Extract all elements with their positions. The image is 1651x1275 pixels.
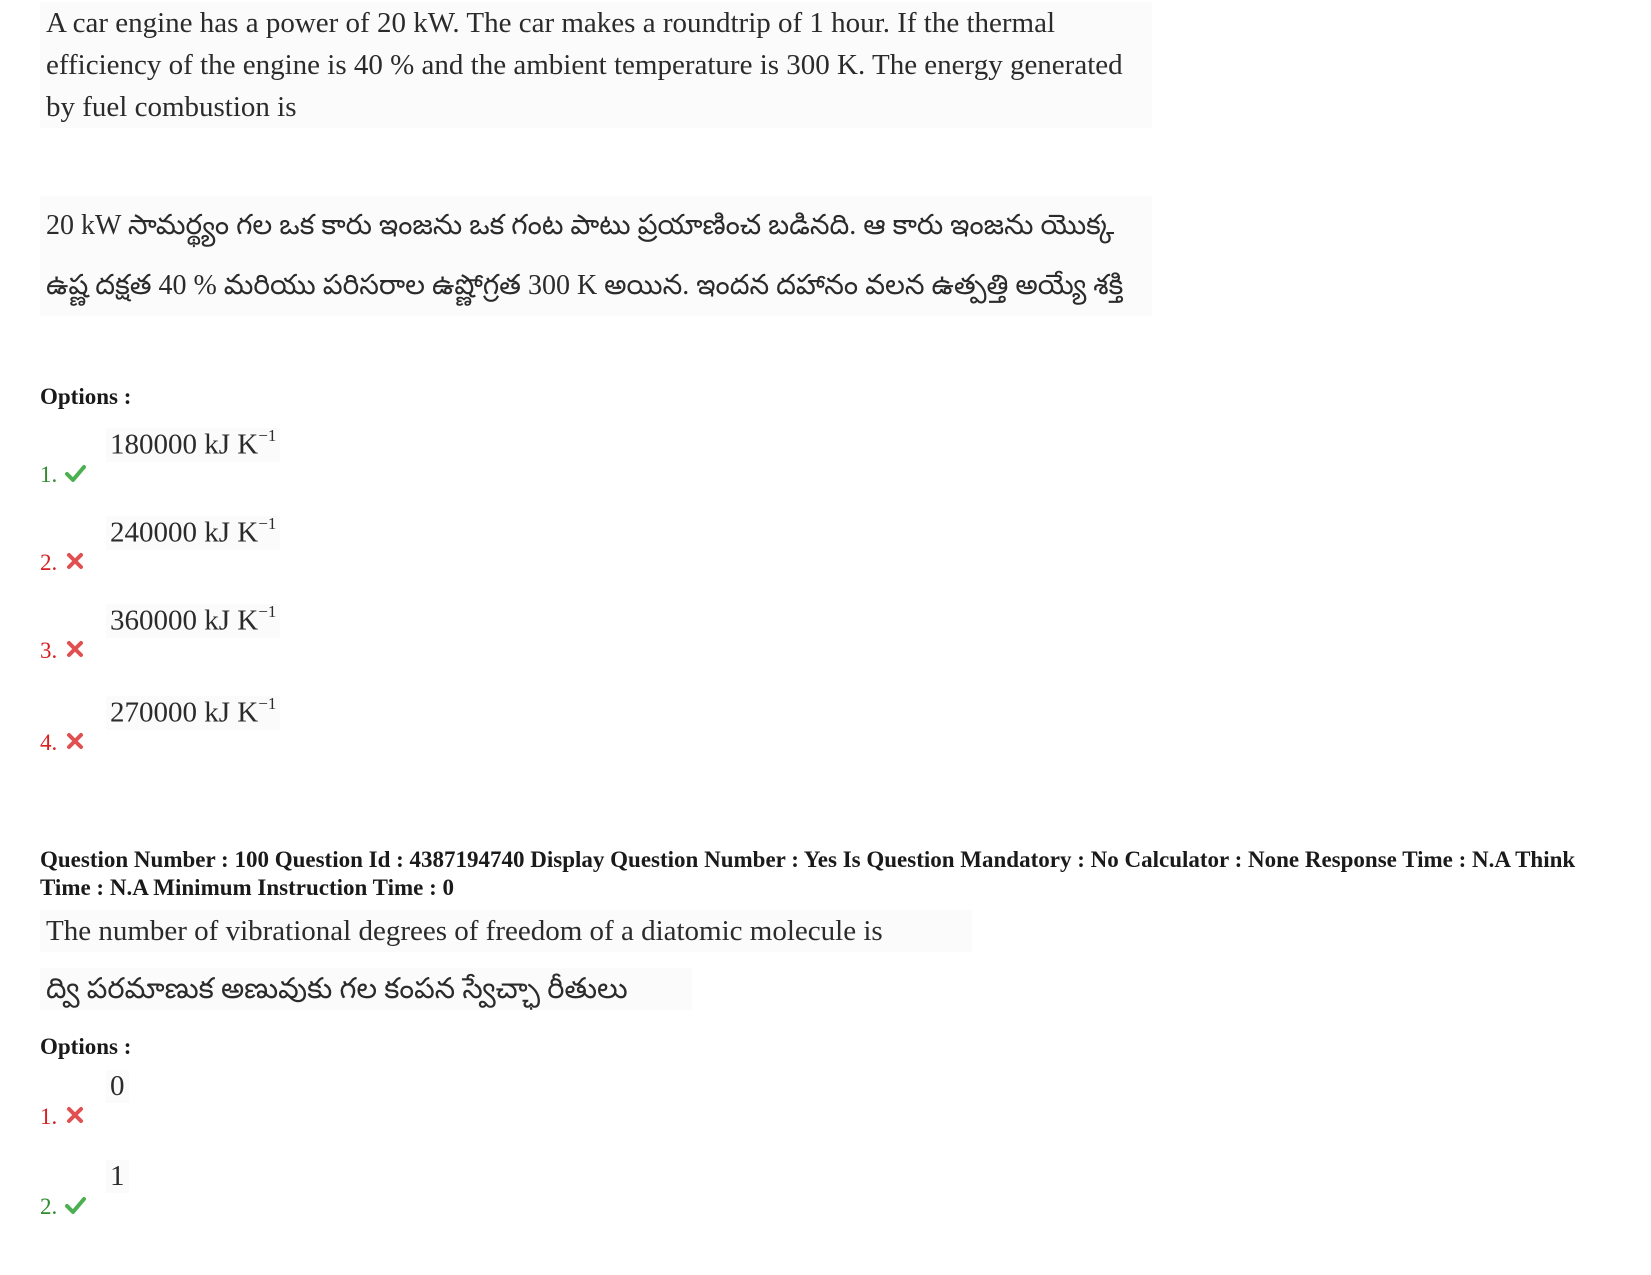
option-item [40,696,640,756]
question-text-english: The number of vibrational degrees of freedom of a diatomic molecule is [40,910,972,952]
option-value: 360000 kJ $K^{-1}$ [106,604,280,638]
option-value: 180000 kJ $K^{-1}$ [106,428,280,462]
cross-icon [64,550,86,572]
cross-icon [64,1104,86,1126]
question-meta: Question Number : 100 Question Id : 4387194740 Display Question Number : Yes Is Question Mandatory : No Calculator : None Response Time : N.A Think Time : N.A Minimum Instruction Time : 0 [40,847,1576,900]
option-value: 270000 kJ $K^{-1}$ [106,696,280,730]
option-item [40,604,640,664]
option-value: 0 [106,1070,129,1103]
option-number: 2. [40,550,58,575]
option-item [40,1070,640,1130]
check-icon [64,1194,86,1216]
question-text-english: A car engine has a power of 20 kW. The car makes a roundtrip of 1 hour. If the thermal efficiency of the engine is 40 % and the ambient temperature is 300 K. The energy generated by fuel combustion is [40,2,1152,128]
option-value: 240000 kJ $K^{-1}$ [106,516,280,550]
options-label: Options : [40,384,132,409]
question-text-telugu: ద్వి పరమాణుక అణువుకు గల కంపన స్వేచ్ఛా రీతులు [40,968,692,1010]
options-label: Options : [40,1034,132,1059]
question-text-telugu: 20 kW సామర్థ్యం గల ఒక కారు ఇంజను ఒక గంట పాటు ప్రయాణించ బడినది. ఆ కారు ఇంజను యొక్క ఉష్ణ దక్షత 40 % మరియు పరిసరాల ఉష్ణోగ్రత 300 K అయిన. ఇందన దహానం వలన ఉత్పత్తి అయ్యే శక్తి [40,196,1152,316]
option-item [40,516,640,576]
check-icon [64,462,86,484]
cross-icon [64,730,86,752]
cross-icon [64,638,86,660]
option-number: 1. [40,1104,58,1129]
option-number: 2. [40,1194,58,1219]
option-value: 1 [106,1160,129,1193]
option-item [40,428,640,488]
option-number: 1. [40,462,58,487]
option-number: 4. [40,730,58,755]
option-number: 3. [40,638,58,663]
option-item [40,1160,640,1220]
